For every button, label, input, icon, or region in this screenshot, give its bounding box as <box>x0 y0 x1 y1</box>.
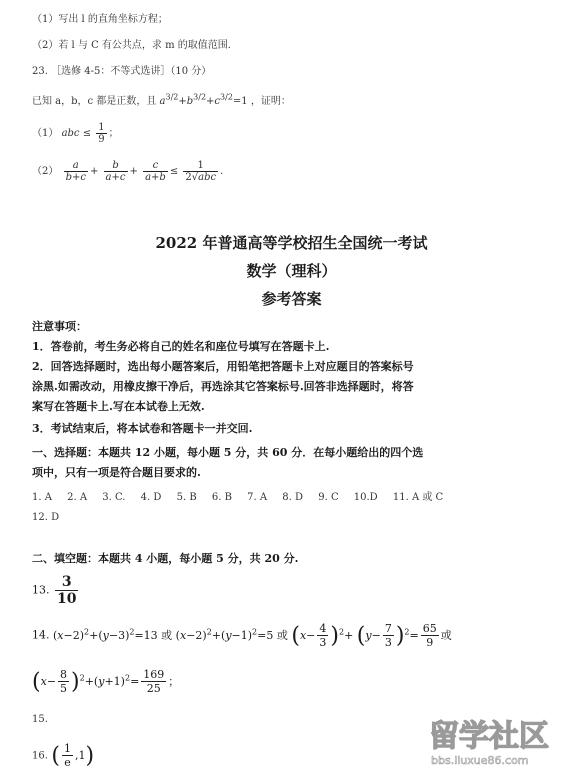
q23-given-suffix: ，证明： <box>250 96 291 107</box>
answer-16 <box>32 742 94 769</box>
answer-item: 1. A <box>32 492 52 503</box>
answer-title: 参考答案 <box>261 290 322 308</box>
section1-heading-line2: 项中，只有一项是符合题目要求的. <box>32 466 201 479</box>
note-3: 3．考试结束后，将本试卷和答题卡一并交回. <box>32 422 253 435</box>
section2-heading: 二、填空题：本题共 4 小题，每小题 5 分，共 20 分. <box>32 552 299 565</box>
watermark-graphic <box>425 710 575 770</box>
answer-16-formula: ( $\frac{1}{e}$ ,1) <box>51 742 95 769</box>
note-2-line2: 涂黑.如需改动，用橡皮擦干净后，再选涂其它答案标号.回答非选择题时，将答 <box>32 380 414 393</box>
note-2-line1: 2．回答选择题时，选出每小题答案后，用铅笔把答题卡上对应题目的答案标号 <box>32 360 414 373</box>
note-1: 1．答卷前，考生务必将自己的姓名和座位号填写在答题卡上. <box>32 340 330 353</box>
note-2-line3: 案写在答题卡上.写在本试卷上无效. <box>32 400 205 413</box>
answer-item: 3. C. <box>102 492 126 503</box>
answer-item: 8. D <box>282 492 304 503</box>
answer-item: 5. B <box>176 492 197 503</box>
q22-part2: （2）若 l 与 C 有公共点，求 m 的取值范围. <box>32 40 231 51</box>
answer-14-label: 14. <box>32 628 50 642</box>
q22-part1: （1）写出 l 的直角坐标方程； <box>32 14 168 25</box>
notes-heading: 注意事项： <box>32 320 87 333</box>
answer-13 <box>32 574 80 607</box>
answer-13-fraction <box>55 574 78 607</box>
answer-14-line1 <box>32 622 452 649</box>
q23-header: 23. ［选修 4-5：不等式选讲］（10 分） <box>32 66 212 77</box>
answer-item: 7. A <box>247 492 268 503</box>
watermark-logo <box>425 710 575 770</box>
answer-14-line2 <box>32 668 179 695</box>
answer-item: 9. C <box>318 492 339 503</box>
answer-13-numerator: 3 <box>61 574 72 590</box>
answer-13-denominator: 10 <box>57 591 77 607</box>
q23-given <box>32 92 291 107</box>
answer-14-formula-a: $(x-2)^2+(y-3)^2=13$ 或 $(x-2)^2+(y-1)^2=5$ 或 (x− $\frac{4}{3}$ )$^2$+ (y− $\frac{7}{3}$ )$^2$= $\frac{65}{9}$ 或 <box>53 622 452 649</box>
q23-part1-label: （1） <box>32 128 59 139</box>
answer-15: 15. <box>32 714 48 725</box>
q23-condition-formula: $a^{3/2}+b^{3/2}+c^{3/2}=1$ <box>159 92 251 107</box>
q23-part2-formula: $\frac{a}{b+c}$ + $\frac{b}{a+c}$ + $\frac{c}{a+b}$ ≤ $\frac{1}{\text{2√abc}}$ . <box>65 160 224 183</box>
watermark-brand-text: 留学社区 <box>429 719 549 754</box>
answer-item: 2. A <box>67 492 88 503</box>
q23-given-prefix: 已知 a，b，c 都是正数，且 <box>32 96 157 107</box>
answer-13-label: 13. <box>32 583 50 597</box>
choice-answers <box>32 488 455 503</box>
exam-title: 2022 年普通高等学校招生全国统一考试 <box>155 234 428 252</box>
answer-12: 12. D <box>32 512 60 523</box>
answer-item: 11. A 或 C <box>392 492 444 503</box>
q23-part2-label: （2） <box>32 166 59 177</box>
answer-16-label: 16. <box>32 750 48 762</box>
answer-item: 4. D <box>140 492 162 503</box>
answer-14-formula-b: (x− $\frac{8}{5}$ )$^2+(y+1)^2=$ $\frac{169}{25}$ ； <box>32 668 180 695</box>
q23-part1 <box>32 122 119 145</box>
watermark-url-text: bbs.liuxue86.com <box>431 754 529 767</box>
section1-heading-line1: 一、选择题：本题共 12 小题，每小题 5 分，共 60 分．在每小题给出的四个选 <box>32 446 424 459</box>
q23-part2 <box>32 160 223 183</box>
q23-part1-formula: abc ≤ $\frac{1}{9}$ ； <box>61 122 119 145</box>
answer-item: 6. B <box>211 492 232 503</box>
exam-subject: 数学（理科） <box>246 262 337 280</box>
answer-item: 10.D <box>353 492 378 503</box>
